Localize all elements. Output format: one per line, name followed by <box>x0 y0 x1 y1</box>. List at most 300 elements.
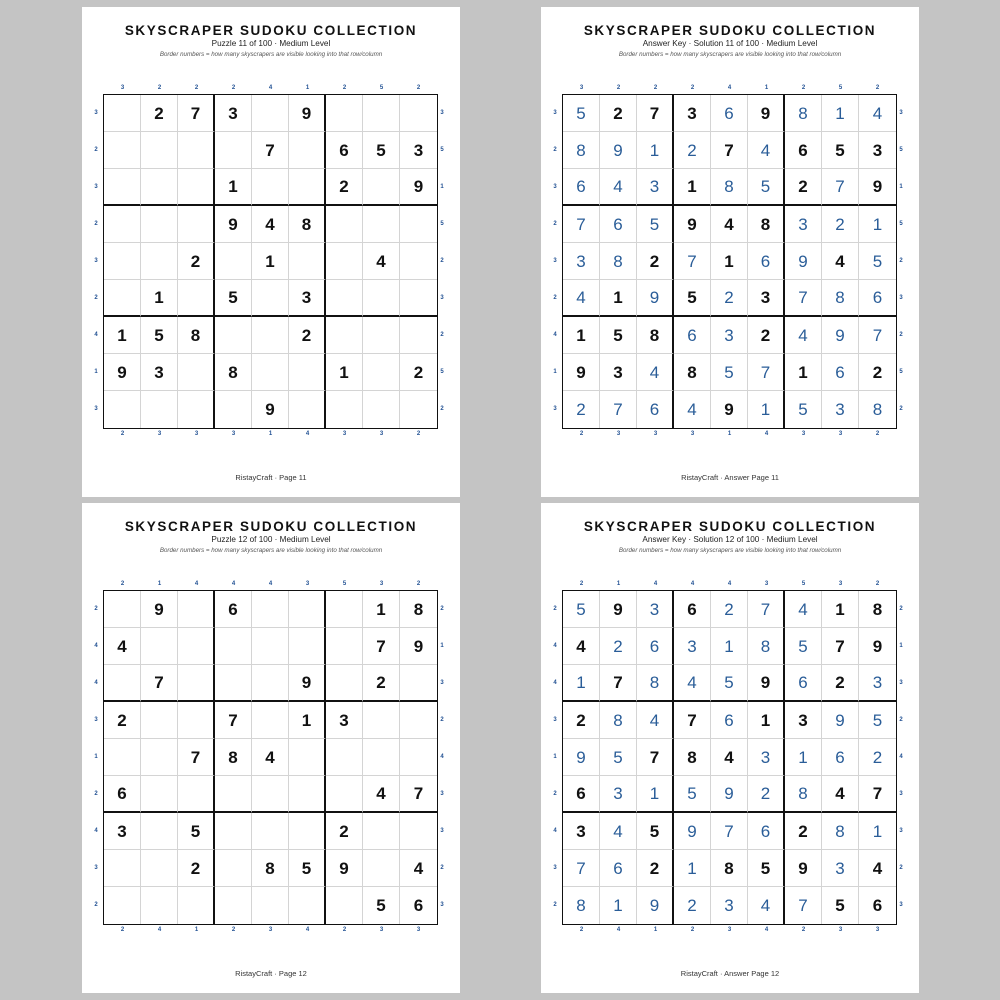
clue-bottom-8: 3 <box>379 431 384 437</box>
grid-cell <box>289 776 326 813</box>
grid-cell: 4 <box>363 243 400 280</box>
grid-cell: 6 <box>785 132 822 169</box>
clue-bottom-9: 2 <box>875 431 880 437</box>
grid-cell: 1 <box>785 354 822 391</box>
clue-top-6: 1 <box>764 85 769 91</box>
grid-cell: 4 <box>563 280 600 317</box>
clue-top-6: 3 <box>305 581 310 587</box>
grid-cell: 2 <box>637 850 674 887</box>
clue-top-8: 5 <box>379 85 384 91</box>
grid-cell: 6 <box>711 702 748 739</box>
clue-bottom-4: 3 <box>690 431 695 437</box>
clue-bottom-6: 4 <box>764 431 769 437</box>
grid-cell <box>141 243 178 280</box>
grid-cell: 3 <box>785 702 822 739</box>
grid-cell: 5 <box>711 665 748 702</box>
clue-right-1: 3 <box>899 110 903 116</box>
clue-bottom-4: 2 <box>231 927 236 933</box>
grid-cell: 5 <box>178 813 215 850</box>
grid-cell: 2 <box>178 243 215 280</box>
clue-bottom-5: 3 <box>727 927 732 933</box>
grid-cell <box>363 280 400 317</box>
grid-cell <box>326 317 363 354</box>
grid-cell: 9 <box>289 95 326 132</box>
grid-cell <box>178 206 215 243</box>
grid-cell: 2 <box>674 132 711 169</box>
grid-cell: 6 <box>859 280 896 317</box>
grid-cell: 4 <box>674 665 711 702</box>
grid-cell: 1 <box>859 206 896 243</box>
grid-cell <box>400 206 437 243</box>
grid-cell: 3 <box>563 813 600 850</box>
clue-right-2: 1 <box>899 643 903 649</box>
clue-bottom-2: 4 <box>157 927 162 933</box>
grid-cell: 5 <box>859 702 896 739</box>
clue-top-7: 2 <box>801 85 806 91</box>
page-subtitle: Answer Key · Solution 11 of 100 · Medium Level <box>642 39 818 48</box>
clue-right-5: 4 <box>440 754 444 760</box>
clue-bottom-9: 3 <box>875 927 880 933</box>
clue-top-9: 2 <box>416 85 421 91</box>
grid-cell: 1 <box>637 132 674 169</box>
grid-cell: 6 <box>711 95 748 132</box>
clue-bottom-8: 3 <box>838 431 843 437</box>
grid-cell: 9 <box>104 354 141 391</box>
grid-cell: 3 <box>289 280 326 317</box>
grid-cell: 9 <box>600 132 637 169</box>
clue-top-6: 1 <box>305 85 310 91</box>
page-subtitle: Puzzle 11 of 100 · Medium Level <box>211 39 331 48</box>
grid-cell: 9 <box>822 317 859 354</box>
clue-top-9: 2 <box>416 581 421 587</box>
grid-cell: 9 <box>822 702 859 739</box>
clue-right-2: 5 <box>440 147 444 153</box>
clue-right-3: 1 <box>440 184 444 190</box>
grid-cell: 4 <box>748 132 785 169</box>
clue-top-9: 2 <box>875 581 880 587</box>
grid-cell: 3 <box>748 739 785 776</box>
grid-cell: 8 <box>215 739 252 776</box>
grid-cell: 3 <box>400 132 437 169</box>
grid-cell: 3 <box>859 665 896 702</box>
grid-cell: 9 <box>674 206 711 243</box>
grid-cell: 5 <box>711 354 748 391</box>
page-subtitle: Puzzle 12 of 100 · Medium Level <box>211 535 331 544</box>
grid-cell: 5 <box>748 850 785 887</box>
grid-cell: 8 <box>215 354 252 391</box>
grid-cell <box>104 95 141 132</box>
clue-left-9: 2 <box>553 902 557 908</box>
grid-cell: 8 <box>674 354 711 391</box>
grid-cell <box>252 887 289 924</box>
clue-right-5: 2 <box>440 258 444 264</box>
clue-bottom-6: 4 <box>305 431 310 437</box>
grid-cell: 7 <box>600 665 637 702</box>
grid-cell: 2 <box>326 169 363 206</box>
grid-cell: 5 <box>674 280 711 317</box>
grid-cell <box>363 169 400 206</box>
grid-cell: 5 <box>785 391 822 428</box>
grid-cell <box>104 391 141 428</box>
grid-cell: 3 <box>600 776 637 813</box>
grid-cell: 4 <box>785 317 822 354</box>
grid-cell <box>141 391 178 428</box>
clue-right-5: 4 <box>899 754 903 760</box>
grid-cell: 9 <box>785 243 822 280</box>
grid-cell: 5 <box>674 776 711 813</box>
clue-bottom-3: 1 <box>653 927 658 933</box>
grid-cell: 8 <box>600 243 637 280</box>
sudoku-grid <box>104 591 437 924</box>
grid-cell: 3 <box>859 132 896 169</box>
grid-cell: 9 <box>859 628 896 665</box>
grid-cell <box>326 95 363 132</box>
grid-cell: 9 <box>326 850 363 887</box>
page-title: SKYSCRAPER SUDOKU COLLECTION <box>124 519 418 534</box>
clue-left-7: 4 <box>553 828 557 834</box>
grid-cell: 5 <box>822 887 859 924</box>
grid-cell: 3 <box>785 206 822 243</box>
clue-top-7: 5 <box>342 581 347 587</box>
clue-left-5: 3 <box>553 258 557 264</box>
clue-left-7: 4 <box>94 332 98 338</box>
grid-cell <box>141 132 178 169</box>
grid-cell <box>252 702 289 739</box>
grid-cell: 9 <box>637 887 674 924</box>
clue-right-3: 3 <box>440 680 444 686</box>
rules-note: Border numbers = how many skyscrapers are visible looking into that row/column <box>618 51 842 58</box>
grid-cell: 1 <box>674 169 711 206</box>
grid-cell <box>215 317 252 354</box>
clue-left-7: 4 <box>94 828 98 834</box>
grid-cell: 7 <box>141 665 178 702</box>
grid-cell: 7 <box>178 95 215 132</box>
grid-cell <box>289 243 326 280</box>
grid-cell: 3 <box>674 95 711 132</box>
clue-right-8: 5 <box>440 369 444 375</box>
clue-bottom-1: 2 <box>579 431 584 437</box>
grid-cell <box>363 391 400 428</box>
grid-cell: 1 <box>563 665 600 702</box>
grid-cell <box>326 591 363 628</box>
grid-cell: 7 <box>859 776 896 813</box>
grid-cell: 4 <box>600 169 637 206</box>
grid-cell <box>215 628 252 665</box>
grid-cell: 4 <box>400 850 437 887</box>
clue-left-6: 2 <box>553 791 557 797</box>
grid-cell: 5 <box>600 317 637 354</box>
grid-cell: 7 <box>363 628 400 665</box>
grid-cell <box>252 95 289 132</box>
page-footer: RistayCraft · Page 12 <box>235 969 307 978</box>
grid-cell: 4 <box>637 354 674 391</box>
grid-cell: 1 <box>600 280 637 317</box>
clue-right-2: 1 <box>440 643 444 649</box>
grid-cell: 1 <box>859 813 896 850</box>
grid-cell: 5 <box>748 169 785 206</box>
grid-cell: 4 <box>859 95 896 132</box>
grid-cell: 3 <box>711 887 748 924</box>
clue-bottom-5: 1 <box>727 431 732 437</box>
grid-cell: 5 <box>637 206 674 243</box>
clue-top-4: 2 <box>231 85 236 91</box>
grid-cell <box>215 665 252 702</box>
clue-left-6: 2 <box>94 791 98 797</box>
clue-left-9: 3 <box>94 406 98 412</box>
grid-cell: 2 <box>600 95 637 132</box>
grid-cell: 9 <box>859 169 896 206</box>
grid-cell: 1 <box>748 391 785 428</box>
grid-cell: 3 <box>748 280 785 317</box>
grid-cell <box>104 887 141 924</box>
clue-bottom-7: 3 <box>801 431 806 437</box>
clue-right-1: 2 <box>440 606 444 612</box>
grid-cell <box>289 169 326 206</box>
clue-bottom-2: 3 <box>157 431 162 437</box>
grid-cell <box>400 739 437 776</box>
grid-cell: 5 <box>563 591 600 628</box>
grid-cell: 1 <box>822 591 859 628</box>
clue-bottom-1: 2 <box>120 431 125 437</box>
grid-cell: 7 <box>178 739 215 776</box>
grid-cell: 4 <box>252 206 289 243</box>
grid-cell: 1 <box>141 280 178 317</box>
grid-cell: 3 <box>141 354 178 391</box>
grid-cell: 2 <box>141 95 178 132</box>
grid-cell: 5 <box>363 887 400 924</box>
grid-cell: 1 <box>674 850 711 887</box>
grid-cell <box>104 739 141 776</box>
clue-left-1: 2 <box>94 606 98 612</box>
grid-cell: 7 <box>563 206 600 243</box>
clue-right-4: 2 <box>899 717 903 723</box>
clue-top-1: 2 <box>579 581 584 587</box>
grid-cell: 1 <box>822 95 859 132</box>
grid-cell <box>363 95 400 132</box>
sudoku-grid <box>104 95 437 428</box>
clue-right-9: 3 <box>899 902 903 908</box>
grid-cell: 5 <box>859 243 896 280</box>
clue-bottom-6: 4 <box>764 927 769 933</box>
grid-cell: 4 <box>748 887 785 924</box>
grid-cell: 5 <box>637 813 674 850</box>
clue-top-2: 2 <box>157 85 162 91</box>
grid-cell: 8 <box>711 850 748 887</box>
page-footer: RistayCraft · Page 11 <box>235 473 307 482</box>
grid-cell: 6 <box>674 591 711 628</box>
clue-bottom-5: 1 <box>268 431 273 437</box>
grid-cell: 4 <box>363 776 400 813</box>
grid-cell: 7 <box>600 391 637 428</box>
clue-bottom-3: 3 <box>194 431 199 437</box>
grid-cell: 2 <box>637 243 674 280</box>
grid-cell <box>215 391 252 428</box>
grid-cell: 7 <box>252 132 289 169</box>
grid-cell <box>326 391 363 428</box>
grid-cell <box>215 243 252 280</box>
grid-cell: 4 <box>711 739 748 776</box>
clue-top-7: 5 <box>801 581 806 587</box>
rules-note: Border numbers = how many skyscrapers are visible looking into that row/column <box>618 547 842 554</box>
clue-left-2: 4 <box>553 643 557 649</box>
grid-cell: 9 <box>563 354 600 391</box>
grid-cell <box>363 813 400 850</box>
grid-cell: 8 <box>178 317 215 354</box>
clue-left-5: 1 <box>553 754 557 760</box>
clue-top-8: 3 <box>379 581 384 587</box>
grid-cell <box>252 628 289 665</box>
grid-cell <box>215 887 252 924</box>
grid-cell: 2 <box>400 354 437 391</box>
clue-right-7: 2 <box>440 332 444 338</box>
grid-cell: 3 <box>563 243 600 280</box>
clue-bottom-3: 1 <box>194 927 199 933</box>
clue-top-6: 3 <box>764 581 769 587</box>
grid-cell: 1 <box>748 702 785 739</box>
clue-left-1: 2 <box>553 606 557 612</box>
clue-top-7: 2 <box>342 85 347 91</box>
clue-top-5: 4 <box>727 85 732 91</box>
grid-cell: 8 <box>563 887 600 924</box>
grid-cell: 2 <box>600 628 637 665</box>
grid-cell: 3 <box>637 591 674 628</box>
grid-cell: 1 <box>711 243 748 280</box>
grid-cell: 2 <box>711 280 748 317</box>
grid-cell: 2 <box>748 776 785 813</box>
grid-cell: 8 <box>563 132 600 169</box>
clue-right-3: 1 <box>899 184 903 190</box>
grid-cell: 7 <box>637 95 674 132</box>
grid-cell: 9 <box>711 776 748 813</box>
grid-cell <box>400 813 437 850</box>
grid-cell: 6 <box>104 776 141 813</box>
clue-right-9: 2 <box>899 406 903 412</box>
page-subtitle: Answer Key · Solution 12 of 100 · Medium Level <box>642 535 818 544</box>
clue-top-3: 4 <box>653 581 658 587</box>
grid-cell: 3 <box>104 813 141 850</box>
grid-cell: 6 <box>600 206 637 243</box>
grid-cell <box>252 776 289 813</box>
grid-cell: 8 <box>252 850 289 887</box>
clue-right-4: 5 <box>899 221 903 227</box>
clue-top-1: 3 <box>120 85 125 91</box>
grid-cell: 2 <box>289 317 326 354</box>
clue-bottom-7: 2 <box>801 927 806 933</box>
grid-cell: 2 <box>822 206 859 243</box>
grid-cell <box>141 169 178 206</box>
grid-cell: 9 <box>563 739 600 776</box>
clue-right-4: 2 <box>440 717 444 723</box>
grid-cell <box>289 354 326 391</box>
grid-cell: 6 <box>637 628 674 665</box>
grid-cell: 2 <box>785 169 822 206</box>
grid-cell: 1 <box>326 354 363 391</box>
clue-right-7: 3 <box>440 828 444 834</box>
grid-cell: 8 <box>785 776 822 813</box>
grid-cell: 5 <box>600 739 637 776</box>
clue-left-1: 3 <box>94 110 98 116</box>
grid-cell: 2 <box>326 813 363 850</box>
grid-cell: 8 <box>289 206 326 243</box>
grid-cell: 7 <box>637 739 674 776</box>
grid-cell: 2 <box>785 813 822 850</box>
grid-cell: 2 <box>822 665 859 702</box>
answer-page-12 <box>541 503 919 993</box>
grid-cell <box>215 850 252 887</box>
grid-cell: 7 <box>748 591 785 628</box>
clue-right-9: 3 <box>440 902 444 908</box>
grid-cell: 7 <box>785 887 822 924</box>
grid-cell: 7 <box>822 628 859 665</box>
grid-cell: 9 <box>215 206 252 243</box>
grid-cell: 9 <box>711 391 748 428</box>
grid-cell: 9 <box>289 665 326 702</box>
grid-cell <box>104 591 141 628</box>
clue-top-4: 4 <box>690 581 695 587</box>
clue-left-8: 1 <box>553 369 557 375</box>
grid-cell <box>104 850 141 887</box>
grid-cell: 7 <box>563 850 600 887</box>
grid-cell: 1 <box>104 317 141 354</box>
grid-cell <box>141 813 178 850</box>
grid-cell <box>363 354 400 391</box>
grid-cell <box>252 813 289 850</box>
clue-left-4: 2 <box>94 221 98 227</box>
clue-top-3: 4 <box>194 581 199 587</box>
grid-cell: 9 <box>141 591 178 628</box>
grid-cell <box>326 243 363 280</box>
grid-cell <box>252 354 289 391</box>
grid-cell: 6 <box>872 896 883 915</box>
page-title: SKYSCRAPER SUDOKU COLLECTION <box>583 23 877 38</box>
clue-left-8: 3 <box>94 865 98 871</box>
clue-top-5: 4 <box>268 85 273 91</box>
grid-cell: 6 <box>748 813 785 850</box>
grid-cell: 8 <box>637 317 674 354</box>
clue-top-2: 1 <box>157 581 162 587</box>
grid-cell: 4 <box>711 206 748 243</box>
clue-right-9: 2 <box>440 406 444 412</box>
grid-cell <box>326 776 363 813</box>
grid-cell: 4 <box>822 243 859 280</box>
grid-cell <box>178 628 215 665</box>
clue-top-2: 1 <box>616 581 621 587</box>
grid-cell: 4 <box>563 628 600 665</box>
clue-right-6: 3 <box>899 295 903 301</box>
clue-right-6: 3 <box>440 791 444 797</box>
clue-bottom-3: 3 <box>653 431 658 437</box>
grid-cell: 6 <box>785 665 822 702</box>
clue-top-5: 4 <box>268 581 273 587</box>
grid-cell <box>104 206 141 243</box>
clue-top-5: 4 <box>727 581 732 587</box>
grid-cell: 7 <box>822 169 859 206</box>
clue-left-3: 3 <box>94 184 98 190</box>
clue-bottom-5: 3 <box>268 927 273 933</box>
clue-left-3: 3 <box>553 184 557 190</box>
grid-cell: 6 <box>822 354 859 391</box>
grid-cell <box>289 813 326 850</box>
grid-cell <box>326 887 363 924</box>
grid-cell <box>141 628 178 665</box>
grid-cell <box>178 132 215 169</box>
grid-cell: 7 <box>711 132 748 169</box>
grid-cell <box>178 887 215 924</box>
clue-right-5: 2 <box>899 258 903 264</box>
grid-cell: 5 <box>563 95 600 132</box>
page-footer: RistayCraft · Answer Page 11 <box>681 473 779 482</box>
clue-right-8: 2 <box>899 865 903 871</box>
